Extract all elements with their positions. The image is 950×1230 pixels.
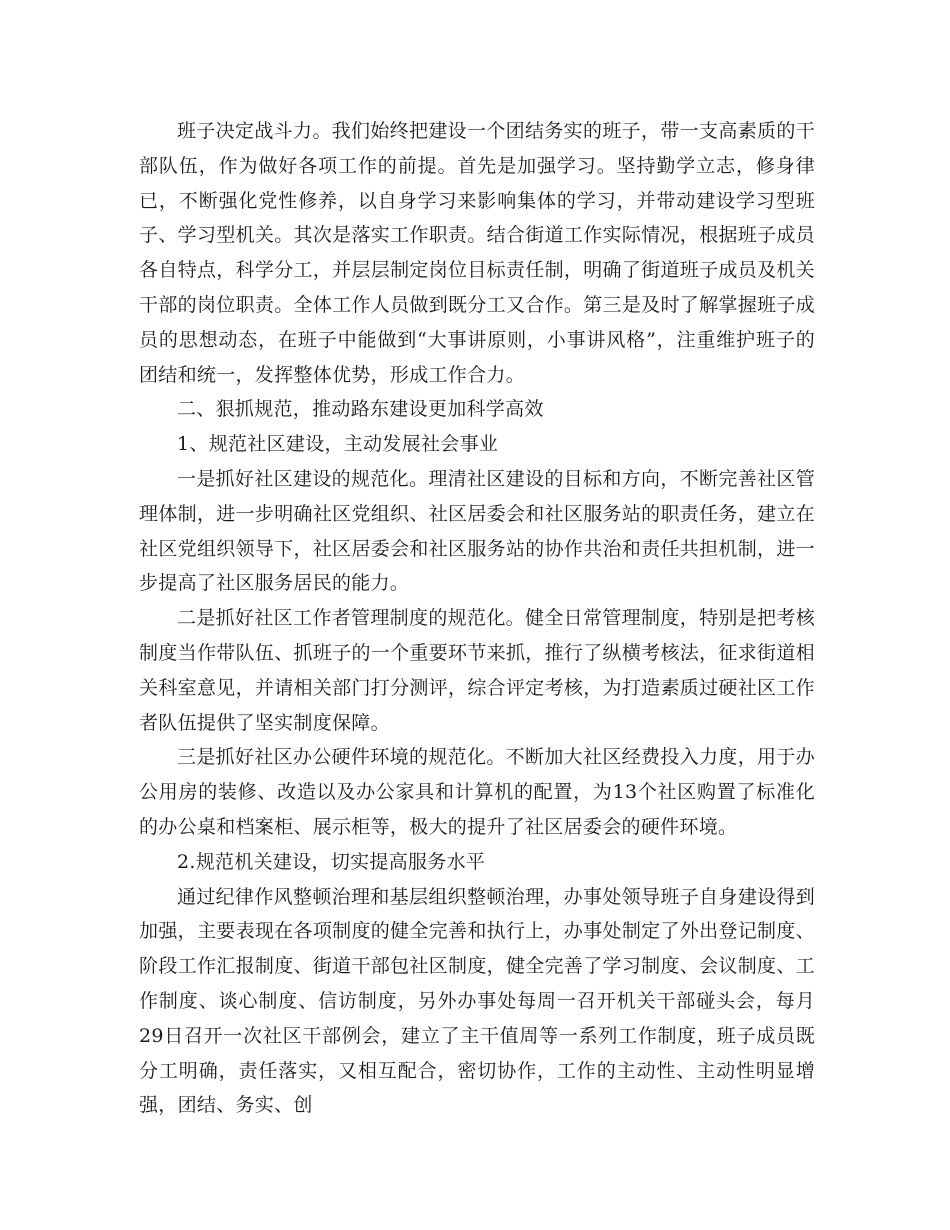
paragraph-organ-construction: 通过纪律作风整顿治理和基层组织整顿治理，办事处领导班子自身建设得到加强，主要表现在各项制度的健全完善和执行上，办事处制定了外出登记制度、阶段工作汇报制度、街道干部包社区制度，健全完善了学习制度、会议制度、工作制度、谈心制度、信访制度，另外办事处每周一召开机关干部碰头会，每月29日召开一次社区干部例会，建立了主干值周等一系列工作制度，班子成员既分工明确，责任落实，又相互配合，密切协作，工作的主动性、主动性明显增强，团结、务实、创 bbox=[139, 885, 815, 1117]
paragraph-worker-management: 二是抓好社区工作者管理制度的规范化。健全日常管理制度，特别是把考核制度当作带队伍、抓班子的一个重要环节来抓，推行了纵横考核法，征求街道相关科室意见，并请相关部门打分测评，综合评定考核，为打造素质过硬社区工作者队伍提供了坚实制度保障。 bbox=[139, 607, 815, 734]
paragraph-office-hardware: 三是抓好社区办公硬件环境的规范化。不断加大社区经费投入力度，用于办公用房的装修、改造以及办公家具和计算机的配置，为13个社区购置了标准化的办公桌和档案柜、展示柜等，极大的提升了社区居委会的硬件环境。 bbox=[139, 746, 815, 838]
subsection-heading-1: 1、规范社区建设，主动发展社会事业 bbox=[177, 433, 499, 456]
subsection-heading-2: 2.规范机关建设，切实提高服务水平 bbox=[177, 850, 486, 873]
document-page bbox=[139, 114, 815, 1123]
paragraph-leadership: 班子决定战斗力。我们始终把建设一个团结务实的班子，带一支高素质的干部队伍，作为做好各项工作的前提。首先是加强学习。坚持勤学立志，修身律已，不断强化党性修养，以自身学习来影响集体的学习，并带动建设学习型班子、学习型机关。其次是落实工作职责。结合街道工作实际情况，根据班子成员各自特点，科学分工，并层层制定岗位目标责任制，明确了街道班子成员及机关干部的岗位职责。全体工作人员做到既分工又合作。第三是及时了解掌握班子成员的思想动态，在班子中能做到“大事讲原则，小事讲风格”，注重维护班子的团结和统一，发挥整体优势，形成工作合力。 bbox=[139, 120, 815, 386]
section-heading-2: 二、狠抓规范，推动路东建设更加科学高效 bbox=[177, 398, 544, 421]
paragraph-community-standardization: 一是抓好社区建设的规范化。理清社区建设的目标和方向，不断完善社区管理体制，进一步明确社区党组织、社区居委会和社区服务站的职责任务，建立在社区党组织领导下，社区居委会和社区服务站的协作共治和责任共担机制，进一步提高了社区服务居民的能力。 bbox=[139, 467, 815, 595]
